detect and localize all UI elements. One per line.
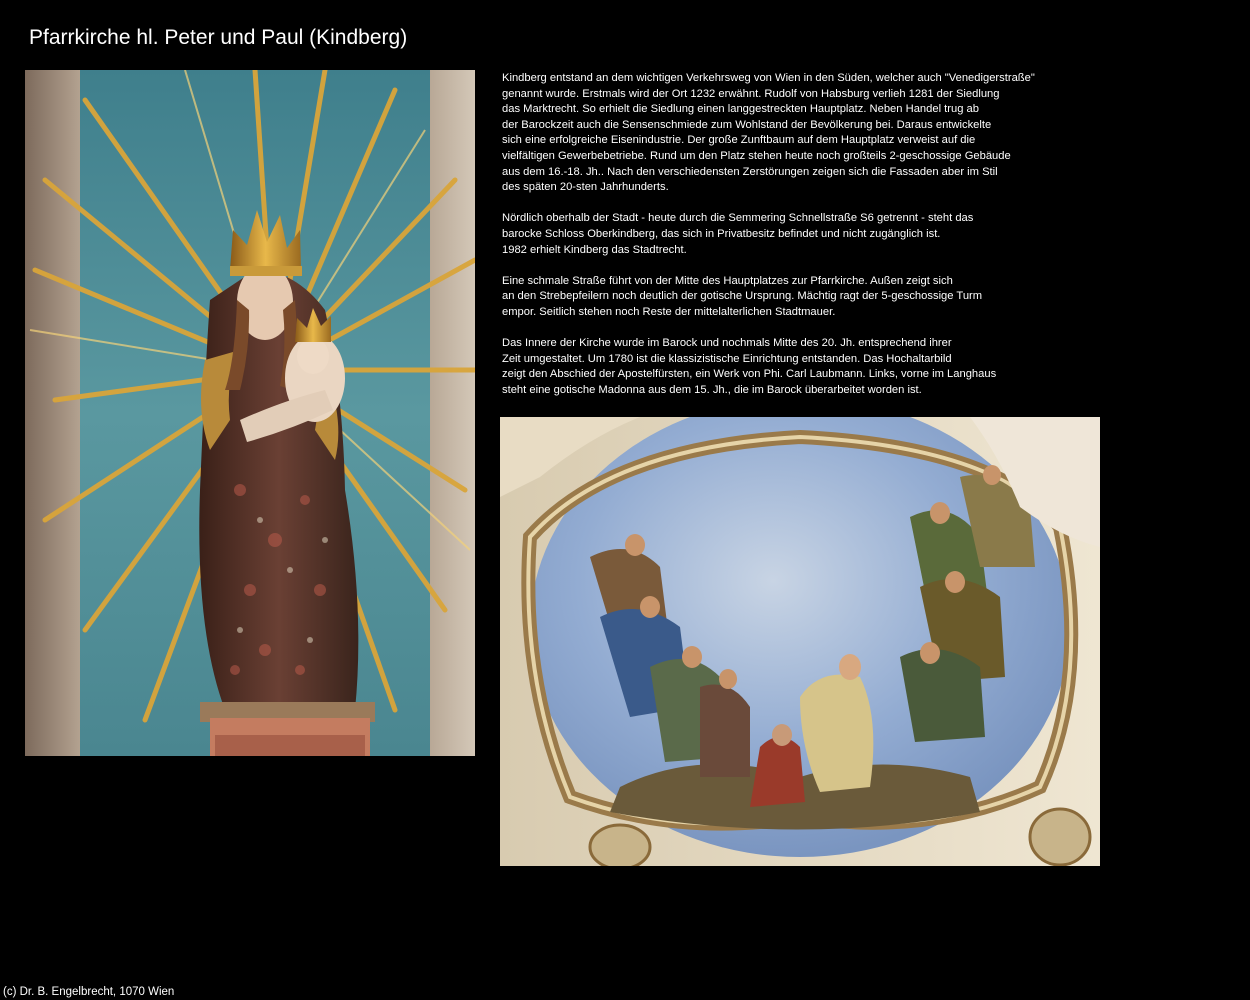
text-line: Kindberg entstand an dem wichtigen Verkehrsweg von Wien in den Süden, welcher auch "Venedigerstraße" — [502, 72, 1035, 84]
text-line: Nördlich oberhalb der Stadt - heute durch die Semmering Schnellstraße S6 getrennt - steht das — [502, 212, 974, 225]
text-line: das Marktrecht. So erhielt die Siedlung einen langgestreckten Hauptplatz. Neben Handel trug ab — [502, 103, 980, 116]
text-line: des späten 20-sten Jahrhunderts. — [502, 181, 669, 194]
text-line: genannt wurde. Erstmals wird der Ort 1232 erwähnt. Rudolf von Habsburg verlieh 1281 der Siedlung — [502, 87, 1000, 100]
text-line: vielfältigen Gewerbebetriebe. Rund um den Platz stehen heute noch großteils 2-geschossige Gebäude — [502, 149, 1011, 162]
paragraph-castle — [502, 211, 1102, 258]
text-line: an den Strebepfeilern noch deutlich der gotische Ursprung. Mächtig ragt der 5-geschossige Turm — [502, 290, 983, 303]
text-line: Eine schmale Straße führt von der Mitte des Hauptplatzes zur Pfarrkirche. Außen zeigt sich — [502, 274, 953, 287]
copyright-footer: (c) Dr. B. Engelbrecht, 1070 Wien — [3, 986, 175, 998]
text-line: Zeit umgestaltet. Um 1780 ist die klassizistische Einrichtung entstanden. Das Hochaltarbild — [502, 352, 952, 365]
text-line: Das Innere der Kirche wurde im Barock und nochmals Mitte des 20. Jh. entsprechend ihrer — [502, 337, 952, 350]
page-title: Pfarrkirche hl. Peter und Paul (Kindberg) — [29, 26, 408, 49]
text-line: barocke Schloss Oberkindberg, das sich in Privatbesitz befindet und nicht zugänglich ist. — [502, 227, 941, 240]
text-line: zeigt den Abschied der Apostelfürsten, ein Werk von Phi. Carl Laubmann. Links, vorne im Langhaus — [502, 368, 997, 381]
text-line: steht eine gotische Madonna aus dem 15. Jh., die im Barock überarbeitet worden ist. — [502, 383, 922, 396]
text-line: der Barockzeit auch die Sensenschmiede zum Wohlstand der Bevölkerung bei. Daraus entwickelte — [502, 118, 992, 131]
madonna-statue-photo — [25, 70, 475, 756]
paragraph-church-exterior — [502, 274, 1102, 321]
paragraph-history — [502, 71, 1102, 196]
text-line: aus dem 16.-18. Jh.. Nach den verschiedensten Zerstörungen zeigen sich die Fassaden aber im Stil — [502, 165, 998, 178]
ceiling-fresco-photo — [500, 417, 1100, 866]
description-text — [502, 71, 1102, 414]
text-line: 1982 erhielt Kindberg das Stadtrecht. — [502, 243, 687, 256]
paragraph-church-interior — [502, 336, 1102, 398]
text-line: sich eine erfolgreiche Eisenindustrie. Der große Zunftbaum auf dem Hauptplatz verweist auf die — [502, 134, 976, 147]
text-line: empor. Seitlich stehen noch Reste der mittelalterlichen Stadtmauer. — [502, 305, 836, 318]
